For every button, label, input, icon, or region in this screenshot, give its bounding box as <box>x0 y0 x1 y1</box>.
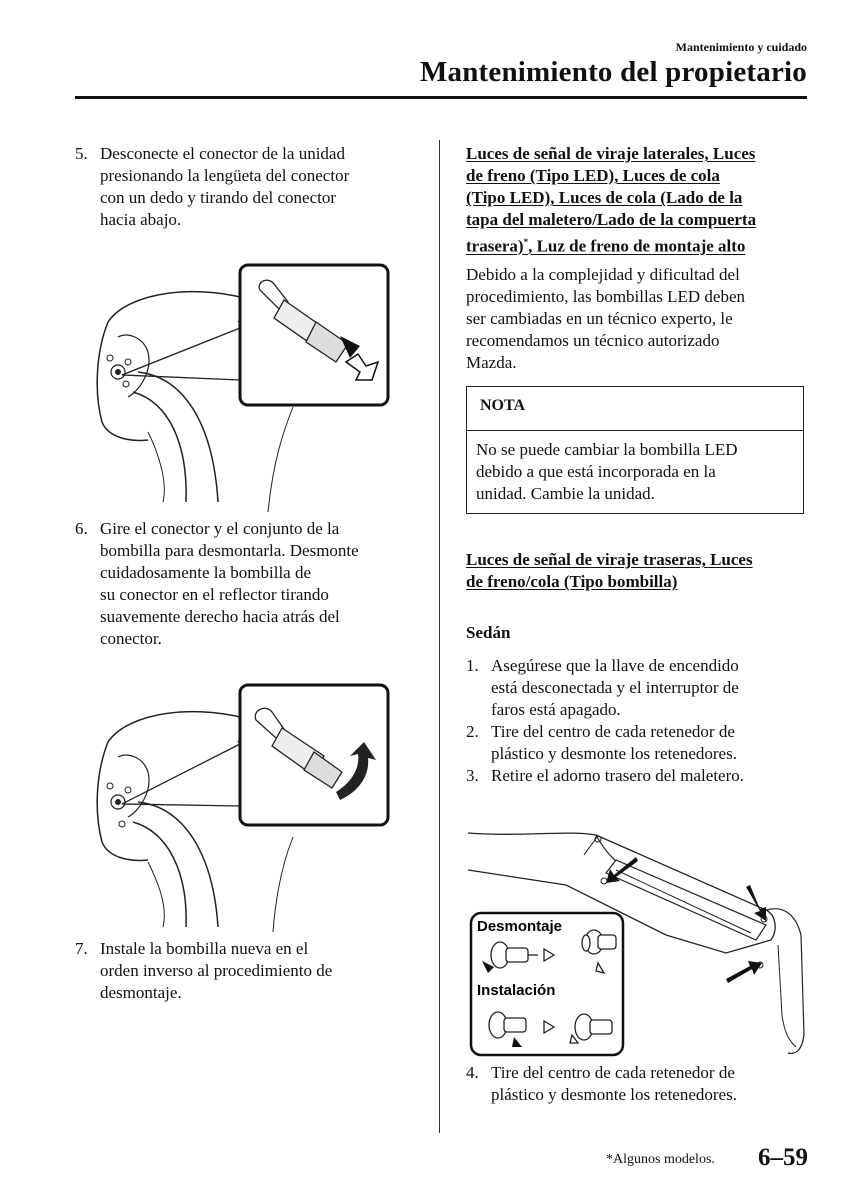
step-line: Desconecte el conector de la unidad <box>100 144 345 163</box>
note-box <box>466 386 804 514</box>
step-number: 6. <box>75 519 88 538</box>
led-paragraph <box>466 264 745 374</box>
step-number: 4. <box>466 1063 479 1082</box>
heading-line: (Tipo LED), Luces de cola (Lado de la <box>466 188 743 207</box>
heading-line: tapa del maletero/Lado de la compuerta <box>466 210 757 229</box>
note-header <box>467 387 803 431</box>
step-line: faros está apagado. <box>491 700 621 719</box>
paragraph-line: Mazda. <box>466 353 517 372</box>
paragraph-line: ser cambiadas en un técnico experto, le <box>466 309 733 328</box>
step-text <box>491 721 737 765</box>
step-line: Tire del centro de cada retenedor de <box>491 722 735 741</box>
step-line: está desconectada y el interruptor de <box>491 678 739 697</box>
step-text <box>100 938 332 1004</box>
footnote-marker: * <box>523 237 529 247</box>
step-number: 1. <box>466 656 479 675</box>
page-number: 6–59 <box>758 1144 808 1171</box>
step-line: plástico y desmonte los retenedores. <box>491 744 737 763</box>
step-line: plástico y desmonte los retenedores. <box>491 1085 737 1104</box>
step-line: hacia abajo. <box>100 210 182 229</box>
paragraph-line: Debido a la complejidad y dificultad del <box>466 265 740 284</box>
step-line: cuidadosamente la bombilla de <box>100 563 312 582</box>
trunk-trim-illustration <box>466 815 806 1060</box>
note-title: NOTA <box>480 397 526 414</box>
step-line: presionando la lengüeta del conector <box>100 166 350 185</box>
install-label: Instalación <box>477 982 556 999</box>
heading-led-lights <box>466 143 756 258</box>
footnote: *Algunos modelos. <box>606 1152 715 1167</box>
heading-line: Luces de señal de viraje traseras, Luces <box>466 550 753 569</box>
note-body <box>476 439 738 505</box>
step-number: 3. <box>466 766 479 785</box>
section-label: Mantenimiento y cuidado <box>675 40 807 54</box>
step-line: Asegúrese que la llave de encendido <box>491 656 739 675</box>
page-title: Mantenimiento del propietario <box>419 56 807 88</box>
step-line: Tire del centro de cada retenedor de <box>491 1063 735 1082</box>
removal-label: Desmontaje <box>477 918 563 935</box>
heading-line <box>466 231 756 258</box>
column-divider <box>439 140 440 1133</box>
step-line: Instale la bombilla nueva en el <box>100 939 309 958</box>
step-number: 5. <box>75 144 88 163</box>
subheading-sedan: Sedán <box>466 623 511 642</box>
paragraph-line: procedimiento, las bombillas LED deben <box>466 287 746 306</box>
note-line: debido a que está incorporada en la <box>476 462 716 481</box>
step-line: Retire el adorno trasero del maletero. <box>491 766 744 785</box>
note-line: unidad. Cambie la unidad. <box>476 484 655 503</box>
step-text <box>491 1062 737 1106</box>
step-line: desmontaje. <box>100 983 182 1002</box>
heading-text: trasera) <box>466 236 524 256</box>
step-line: suavemente derecho hacia atrás del <box>100 607 340 626</box>
step-text <box>491 655 739 721</box>
step-line: orden inverso al procedimiento de <box>100 961 333 980</box>
heading-bulb-lights <box>466 549 753 593</box>
heading-line: de freno/cola (Tipo bombilla) <box>466 572 678 591</box>
bulb-rotation-illustration <box>88 682 418 932</box>
step-number: 2. <box>466 722 479 741</box>
step-line: su conector en el reflector tirando <box>100 585 329 604</box>
heading-text: , Luz de freno de montaje alto <box>528 236 746 256</box>
step-text <box>491 765 744 787</box>
paragraph-line: recomendamos un técnico autorizado <box>466 331 720 350</box>
heading-line: Luces de señal de viraje laterales, Luces <box>466 144 756 163</box>
heading-line: de freno (Tipo LED), Luces de cola <box>466 166 720 185</box>
step-number: 7. <box>75 939 88 958</box>
header-rule <box>75 96 807 99</box>
step-line: con un dedo y tirando del conector <box>100 188 337 207</box>
note-line: No se puede cambiar la bombilla LED <box>476 440 738 459</box>
step-line: conector. <box>100 629 162 648</box>
step-text <box>100 518 359 650</box>
step-line: bombilla para desmontarla. Desmonte <box>100 541 359 560</box>
step-text <box>100 143 349 231</box>
connector-removal-illustration <box>88 262 418 512</box>
step-line: Gire el conector y el conjunto de la <box>100 519 340 538</box>
